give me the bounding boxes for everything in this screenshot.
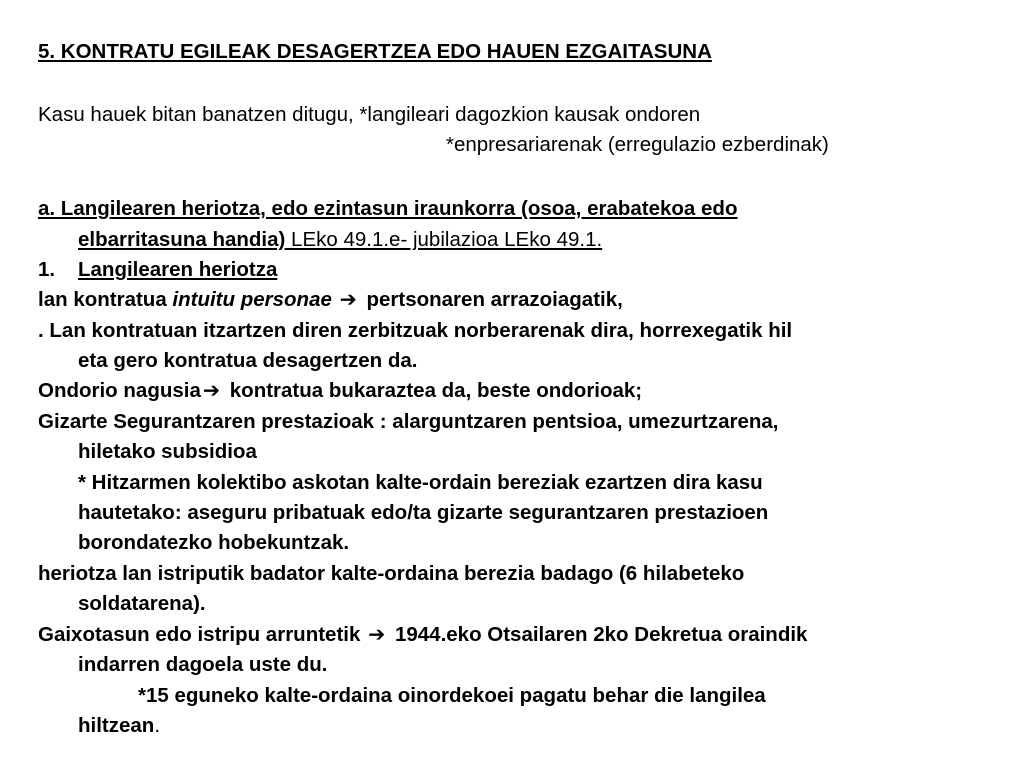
body-line-12	[38, 621, 807, 649]
body-line-7: * Hitzarmen kolektibo askotan kalte-ordain bereziak ezartzen dira kasu	[78, 471, 763, 494]
body-line-5: Gizarte Segurantzaren prestazioak : alarguntzaren pentsioa, umezurtzarena,	[38, 410, 779, 433]
body-line-13: indarren dagoela uste du.	[78, 653, 328, 676]
arrow-right-icon: ➔	[339, 288, 357, 311]
body-line-1-a: lan kontratua	[38, 288, 173, 311]
arrow-right-icon: ➔	[202, 379, 221, 402]
body-line-12-a: Gaixotasun edo istripu arruntetik	[38, 623, 361, 646]
list-item-1-text: Langilearen heriotza	[78, 258, 278, 281]
body-line-4	[38, 377, 642, 405]
body-line-15-b: .	[154, 714, 161, 737]
intro-line-1: Kasu hauek bitan banatzen ditugu, *langileari dagozkion kausak ondoren	[38, 103, 701, 126]
body-line-6: hiletako subsidioa	[78, 440, 257, 463]
section-a-heading: a. Langilearen heriotza, edo ezintasun iraunkorra (osoa, erabatekoa edo	[38, 197, 738, 220]
section-a-bold-part: elbarritasuna handia)	[78, 228, 286, 251]
body-line-11: soldatarena).	[78, 592, 206, 615]
body-line-12-b: 1944.eko Otsailaren 2ko Dekretua oraindik	[394, 623, 808, 646]
section-a-heading-cont	[78, 226, 602, 254]
slide-title: 5. KONTRATU EGILEAK DESAGERTZEA EDO HAUEN EZGAITASUNA	[38, 40, 712, 63]
body-line-14: *15 eguneko kalte-ordaina oinordekoei pagatu behar die langilea	[138, 684, 766, 707]
body-line-9: borondatezko hobekuntzak.	[78, 531, 350, 554]
body-line-3: eta gero kontratua desagertzen da.	[78, 349, 418, 372]
body-line-1	[38, 286, 623, 314]
body-line-1-b: pertsonaren arrazoiagatik,	[366, 288, 623, 311]
section-a-reference: LEko 49.1.e- jubilazioa LEko 49.1.	[285, 228, 603, 251]
body-line-10: heriotza lan istriputik badator kalte-ordaina berezia badago (6 hilabeteko	[38, 562, 745, 585]
body-line-4-a: Ondorio nagusia	[38, 379, 201, 402]
body-line-8: hautetako: aseguru pribatuak edo/ta gizarte segurantzaren prestazioen	[78, 501, 769, 524]
body-line-15-a: hiltzean	[78, 714, 155, 737]
body-line-2: . Lan kontratuan itzartzen diren zerbitzuak norberarenak dira, horrexegatik hil	[38, 319, 793, 342]
intro-line-2: *enpresariarenak (erregulazio ezberdinak)	[446, 133, 829, 156]
body-line-15	[78, 712, 160, 740]
arrow-right-icon: ➔	[368, 623, 386, 646]
list-item-1	[38, 256, 277, 284]
body-line-1-italic: intuitu personae	[172, 288, 332, 311]
list-marker: 1.	[38, 258, 56, 281]
body-line-4-b: kontratua bukaraztea da, beste ondorioak;	[229, 379, 643, 402]
slide	[38, 0, 998, 768]
